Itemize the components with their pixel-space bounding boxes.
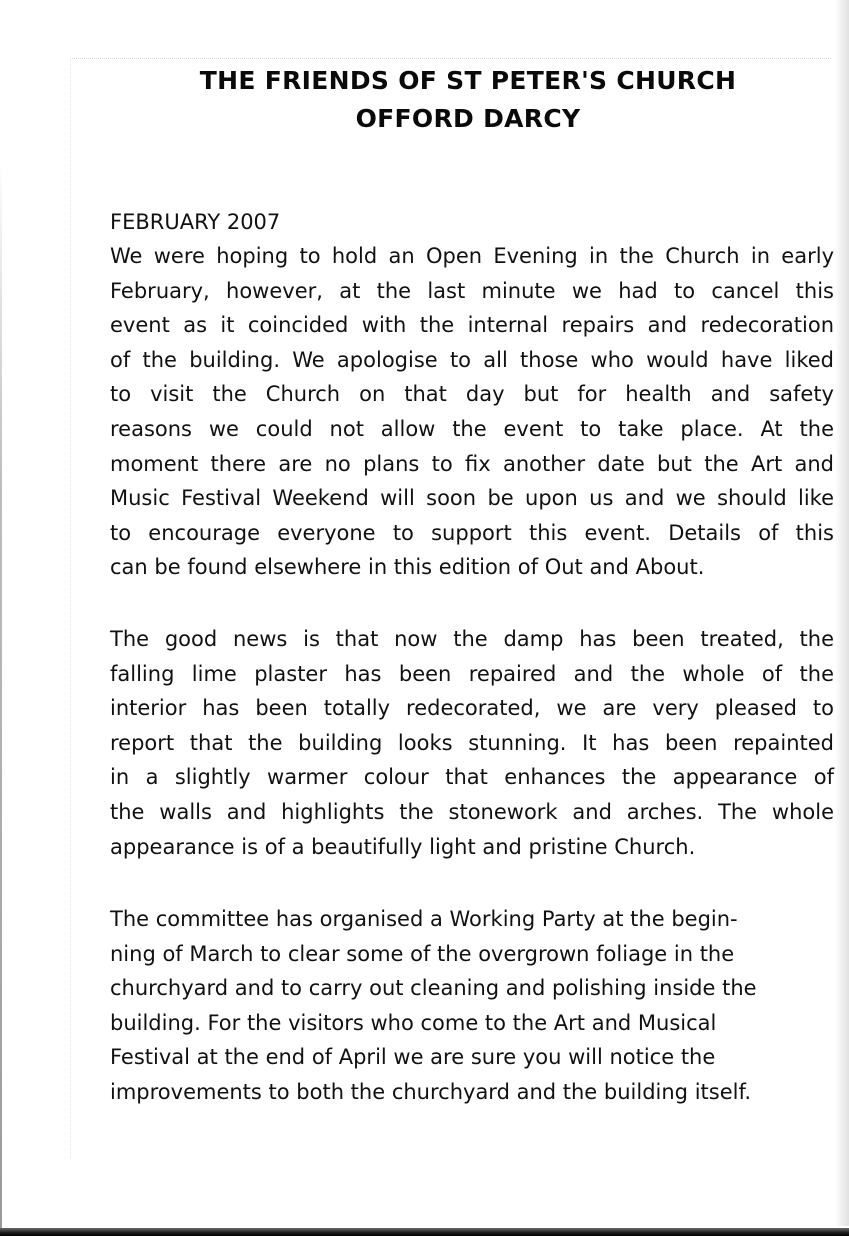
text-line: report that the building looks stunning. It has been repainted	[110, 730, 834, 755]
bottom-edge-shadow	[0, 1228, 849, 1236]
text-line: of the building. We apologise to all those who would have liked	[110, 347, 834, 372]
text-line: the walls and highlights the stonework and arches. The whole	[110, 799, 834, 824]
text-line: We were hoping to hold an Open Evening in the Church in early	[110, 244, 834, 268]
paragraph-working-party	[110, 902, 834, 1110]
text-line: The committee has organised a Working Party at the begin-	[110, 907, 738, 931]
left-edge-shadow	[0, 160, 2, 1230]
text-line: moment there are no plans to fix another date but the Art and	[110, 451, 834, 476]
text-line: Festival at the end of April we are sure you will notice the	[110, 1045, 716, 1070]
paragraph-open-evening	[110, 239, 834, 585]
text-line: building. For the visitors who come to the Art and Musical	[110, 1010, 717, 1035]
text-line: to encourage everyone to support this event. Details of this	[110, 520, 834, 545]
text-line: event as it coincided with the internal repairs and redecoration	[110, 313, 834, 338]
text-line: improvements to both the churchyard and the building itself.	[110, 1079, 751, 1104]
text-line: to visit the Church on that day but for health and safety	[110, 382, 834, 407]
text-line: can be found elsewhere in this edition of Out and About.	[110, 555, 705, 580]
right-edge-shadow	[835, 0, 849, 1226]
text-line: February, however, at the last minute we had to cancel this	[110, 278, 834, 303]
text-line: appearance is of a beautifully light and pristine Church.	[110, 834, 696, 859]
text-line: churchyard and to carry out cleaning and polishing inside the	[110, 976, 757, 1001]
text-line: interior has been totally redecorated, we are very pleased to	[110, 696, 834, 721]
text-line: reasons we could not allow the event to take place. At the	[110, 416, 834, 441]
text-line: in a slightly warmer colour that enhances the appearance of	[110, 765, 834, 790]
text-line: falling lime plaster has been repaired and the whole of the	[110, 661, 834, 686]
title-line-location: OFFORD DARCY	[355, 104, 581, 133]
text-line: The good news is that now the damp has been treated, the	[110, 627, 834, 651]
issue-date: FEBRUARY 2007	[110, 210, 281, 234]
text-line: ning of March to clear some of the overgrown foliage in the	[110, 941, 735, 966]
text-line: Music Festival Weekend will soon be upon us and we should like	[110, 486, 834, 511]
paragraph-redecoration	[110, 622, 834, 864]
page-title	[0, 62, 849, 138]
title-line-organisation: THE FRIENDS OF ST PETER'S CHURCH	[199, 66, 737, 95]
